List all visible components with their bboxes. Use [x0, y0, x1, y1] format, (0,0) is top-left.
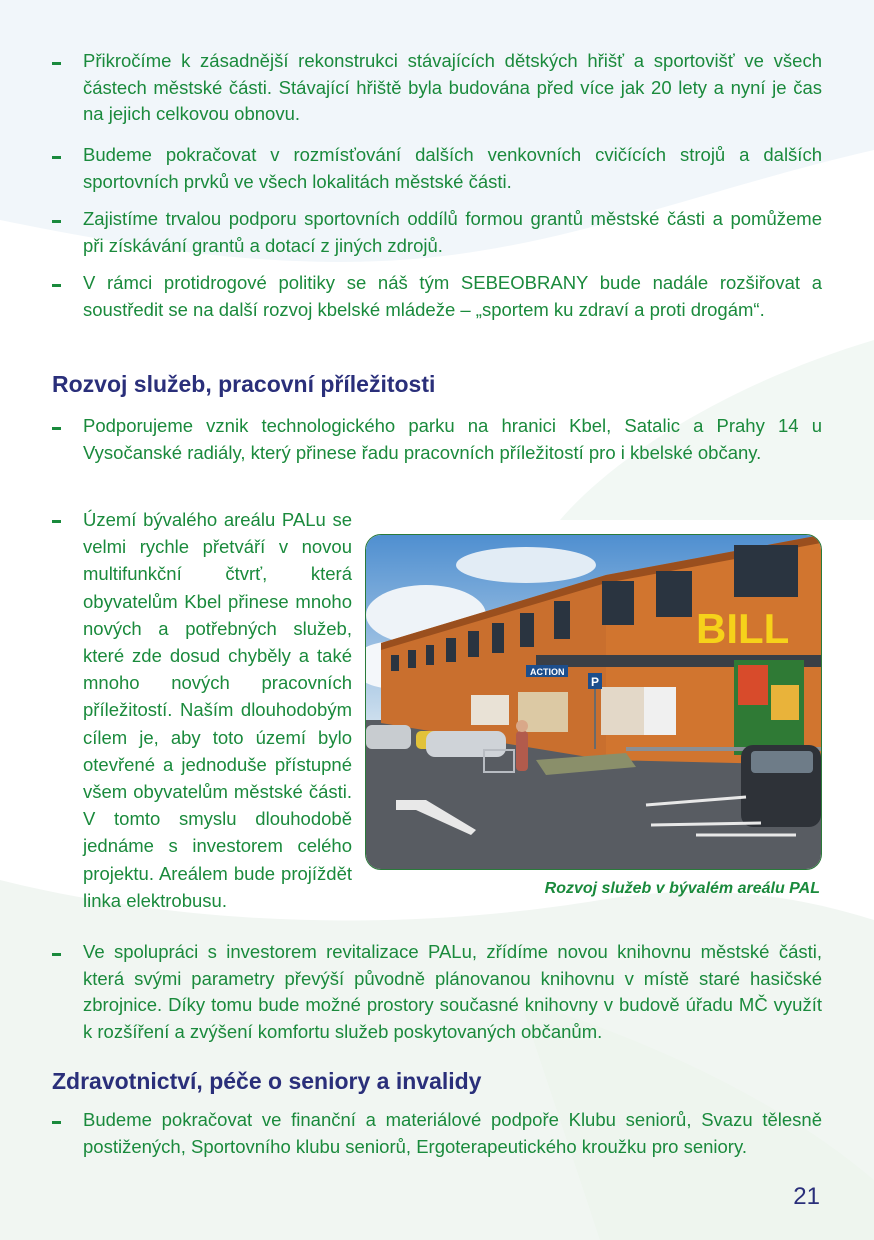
list-item	[52, 48, 822, 128]
photo-car	[426, 731, 506, 757]
bullet-dash	[52, 427, 61, 430]
bullet-dash	[52, 520, 61, 523]
photo-billboard	[644, 687, 676, 735]
photo-shopper-head	[516, 720, 528, 732]
list-item-text: Zajistíme trvalou podporu sportovních oddílů formou grantů městské části a pomůžeme při získávání grantů a dotací z jiných zdrojů.	[83, 208, 822, 256]
photo-cloud	[456, 547, 596, 583]
list-item-text: Přikročíme k zásadnější rekonstrukci stávajících dětských hřišť a sportovišť ve všech částech městské části. Stávající hřiště byla budována před více jak 20 lety a nyní je čas na jejich celkovou obnovu.	[83, 50, 822, 124]
bullet-dash	[52, 284, 61, 287]
list-item-text: Budeme pokračovat v rozmísťování dalších venkovních cvičících strojů a dalších sportovních prvků ve všech lokalitách městské části.	[83, 144, 822, 192]
list-item	[52, 1107, 822, 1160]
list-item	[52, 939, 822, 1045]
bullet-dash	[52, 156, 61, 159]
list-item-text: Budeme pokračovat ve finanční a materiálové podpoře Klubu seniorů, Svazu tělesně postižených, Sportovního klubu seniorů, Ergoterapeutického kroužku pro seniory.	[83, 1109, 822, 1157]
list-item-text: Podporujeme vznik technologického parku na hranici Kbel, Satalic a Prahy 14 u Vysočanské radiály, který přinese řadu pracovních příležitostí pro i kbelské občany.	[83, 415, 822, 463]
photo-parking-letter: P	[591, 675, 600, 689]
photo-sign-pole	[594, 689, 596, 749]
list-item	[52, 413, 822, 466]
bullet-dash	[52, 62, 61, 65]
photo-caption: Rozvoj služeb v bývalém areálu PAL	[544, 880, 820, 897]
list-item	[52, 206, 822, 259]
list-item-text: V rámci protidrogové politiky se náš tým SEBEOBRANY bude nadále rozšiřovat a soustředit se na další rozvoj kbelské mládeže – „sportem ku zdraví a proti drogám“.	[83, 272, 822, 320]
page-number: 21	[793, 1183, 820, 1210]
photo-produce-panel	[738, 665, 768, 705]
photo-car-window	[751, 751, 813, 773]
list-item	[52, 506, 352, 914]
list-item	[52, 270, 822, 323]
photo-billa-sign: BILL	[696, 605, 790, 652]
photo-produce-panel	[771, 685, 799, 720]
bullet-dash	[52, 220, 61, 223]
photo-billboard	[471, 695, 509, 725]
bullet-dash	[52, 1121, 61, 1124]
list-item-text: Ve spolupráci s investorem revitalizace PALu, zřídíme novou knihovnu městské části, která svými parametry převýší původně plánovanou knihovnu v místě staré hasičské zbrojnice. Díky tomu bude možné prostory současné knihovny v budově úřadu MČ využít k rozšíření a zvýšení komfortu služeb poskytovaných občanům.	[83, 941, 822, 1042]
photo-car	[366, 725, 411, 749]
bullet-dash	[52, 953, 61, 956]
section-heading-services: Rozvoj služeb, pracovní příležitosti	[52, 371, 436, 397]
photo-action-text: ACTION	[530, 667, 565, 677]
list-item	[52, 142, 822, 195]
photo-shopper	[516, 731, 528, 771]
section-heading-health: Zdravotnictví, péče o seniory a invalidy	[52, 1068, 482, 1094]
list-item-text: Území bývalého areálu PALu se velmi rychle přetváří v novou multifunkční čtvrť, která obyvatelům Kbel přinese mnoho nových a potřebných služeb, které zde dosud chyběly a také mnoho nových pracovních příležitostí. Naším dlouhodobým cílem je, aby toto území bylo otevřené a jednoduše přístupné všem obyvatelům městské části. V tomto smyslu dlouhodobě jednáme s investorem celého projektu. Areálem bude projíždět linka elektrobusu.	[83, 509, 352, 911]
photo-pal-area	[365, 534, 822, 870]
